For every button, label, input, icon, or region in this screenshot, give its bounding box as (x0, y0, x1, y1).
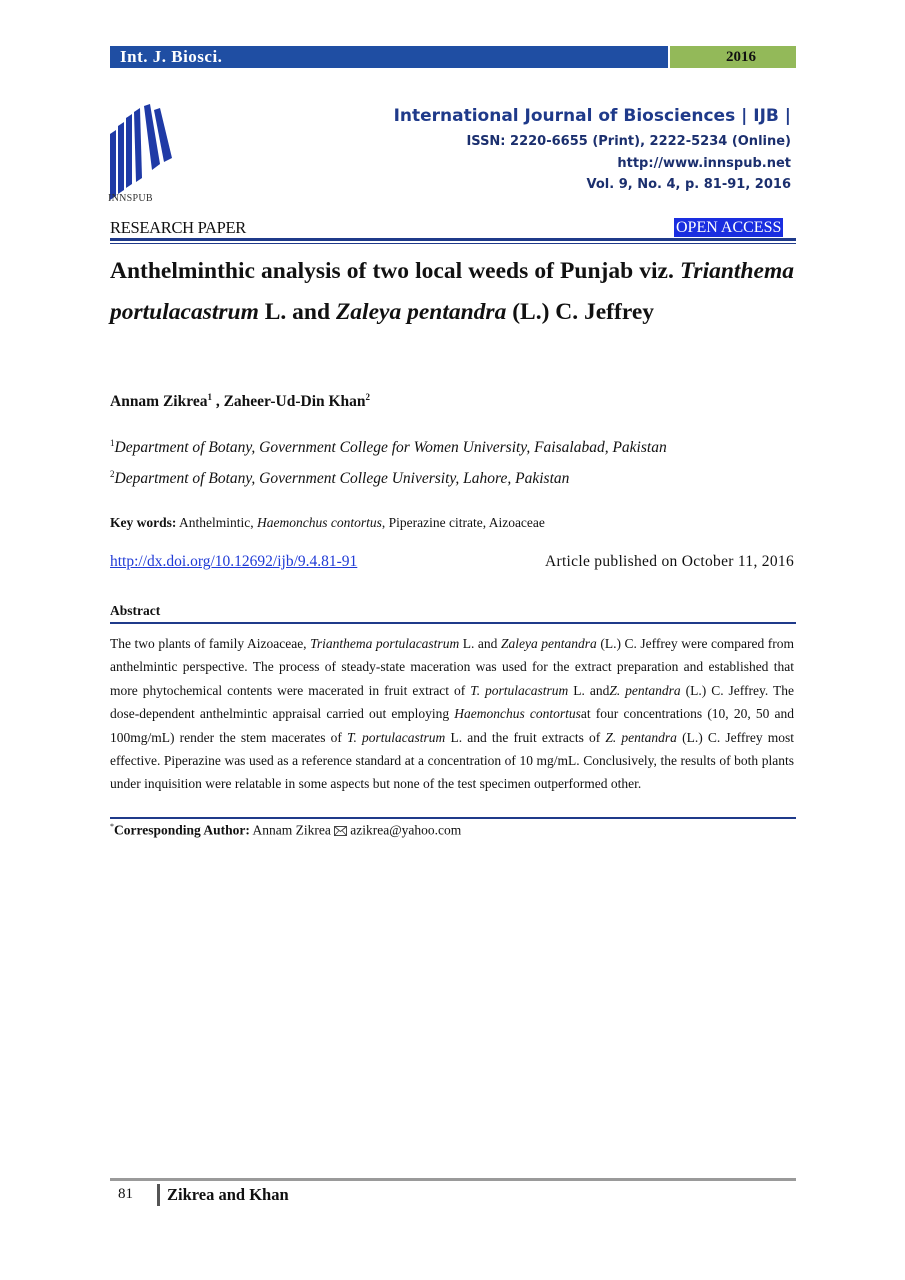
keywords-text: , Piperazine citrate, Aizoaceae (381, 515, 545, 530)
header-rule-thin (110, 243, 796, 244)
abstract-text: at four concentrations (10, 20, 50 and 100mg/mL) render the stem macerates of (110, 706, 794, 745)
affiliation (110, 469, 569, 488)
publisher-logo-text: INNSPUB (108, 193, 153, 204)
envelope-icon (334, 826, 347, 836)
footer-authors: Zikrea and Khan (167, 1185, 289, 1204)
abstract-text: L. and (459, 636, 501, 651)
title-part: Anthelminthic analysis of two local weeds of Punjab viz. (110, 258, 680, 284)
journal-abbrev-bar (110, 46, 668, 68)
year-bar (670, 46, 796, 68)
abstract-text: (L.) C. Jeffrey. The dose-dependent anthelmintic appraisal carried out employing (110, 682, 794, 722)
keywords (110, 515, 545, 531)
corresponding-author (110, 822, 461, 839)
author-separator: , (211, 393, 224, 411)
journal-name: International Journal of Biosciences | IJB | (393, 106, 791, 126)
published-date: Article published on October 11, 2016 (544, 553, 794, 570)
affiliation-mark: 1 (110, 438, 115, 448)
journal-volume: Vol. 9, No. 4, p. 81-91, 2016 (586, 177, 791, 192)
abstract-heading: Abstract (110, 603, 161, 618)
abstract-text: The two plants of family Aizoaceae, (110, 636, 311, 651)
abstract-text: (L.) C. Jeffrey were compared from anthelmintic perspective. The process of steady-state maceration was used for the extract preparation and established that more phytochemical contents were macerated in fruit extract of (110, 636, 795, 698)
keywords-label: Key words: (110, 515, 177, 530)
corresponding-label: Corresponding Author: (114, 822, 250, 838)
abstract-species: Zaleya pentandra (500, 636, 597, 651)
abstract-species: T. portulacastrum (347, 729, 446, 745)
corresponding-email[interactable]: azikrea@yahoo.com (350, 822, 462, 838)
author-name: Annam Zikrea (110, 393, 208, 411)
footer-separator (157, 1184, 160, 1206)
title-species: Zaleya pentandra (335, 299, 507, 325)
keywords-text: Anthelmintic, (176, 515, 257, 530)
abstract-text: L. and the fruit extracts of (445, 729, 606, 745)
author-affil-mark: 1 (207, 392, 212, 402)
header-rule (110, 238, 796, 241)
journal-year: 2016 (726, 49, 756, 65)
abstract-rule-top (110, 622, 796, 624)
affiliation (110, 438, 667, 457)
paper-title (110, 251, 794, 333)
abstract-rule-bottom (110, 817, 796, 819)
title-species: Trianthema portulacastrum (110, 258, 794, 325)
affiliation-text: Department of Botany, Government College University, Lahore, Pakistan (114, 470, 570, 488)
author-list (110, 392, 370, 411)
author-name: Zaheer-Ud-Din Khan (223, 393, 366, 411)
journal-abbrev: Int. J. Biosci. (120, 47, 223, 66)
innspub-logo-icon (108, 104, 178, 204)
corresponding-name: Annam Zikrea (249, 822, 335, 838)
doi-link[interactable]: http://dx.doi.org/10.12692/ijb/9.4.81-91 (110, 553, 358, 570)
keywords-species: Haemonchus contortus (257, 515, 382, 530)
abstract-species: Z. pentandra (605, 729, 677, 745)
abstract-text: L. and (568, 682, 610, 698)
abstract-species: Trianthema portulacastrum (310, 636, 460, 651)
journal-url[interactable]: http://www.innspub.net (617, 156, 791, 171)
author-affil-mark: 2 (365, 392, 371, 402)
journal-issn: ISSN: 2220-6655 (Print), 2222-5234 (Online) (466, 134, 791, 149)
abstract-text: (L.) C. Jeffrey most effective. Piperazine was used as a reference standard at a concentration of 10 mg/mL. Conclusively, the results of both plants under inquisition were relatable in some aspects but none of the test specimen outperformed other. (110, 729, 794, 792)
abstract-body (110, 632, 794, 796)
abstract-species: Z. pentandra (609, 682, 681, 698)
title-part: (L.) C. Jeffrey (506, 299, 655, 325)
paper-type-label: RESEARCH PAPER (110, 218, 246, 237)
abstract-species: T. portulacastrum (470, 682, 569, 698)
affiliation-text: Department of Botany, Government College for Women University, Faisalabad, Pakistan (114, 439, 667, 457)
corresponding-star: * (110, 822, 114, 831)
page-number: 81 (118, 1186, 133, 1202)
affiliation-mark: 2 (110, 469, 115, 479)
footer-rule (110, 1178, 796, 1181)
abstract-species: Haemonchus contortus (454, 706, 581, 722)
open-access-badge: OPEN ACCESS (676, 219, 782, 236)
title-part: L. and (258, 299, 336, 325)
